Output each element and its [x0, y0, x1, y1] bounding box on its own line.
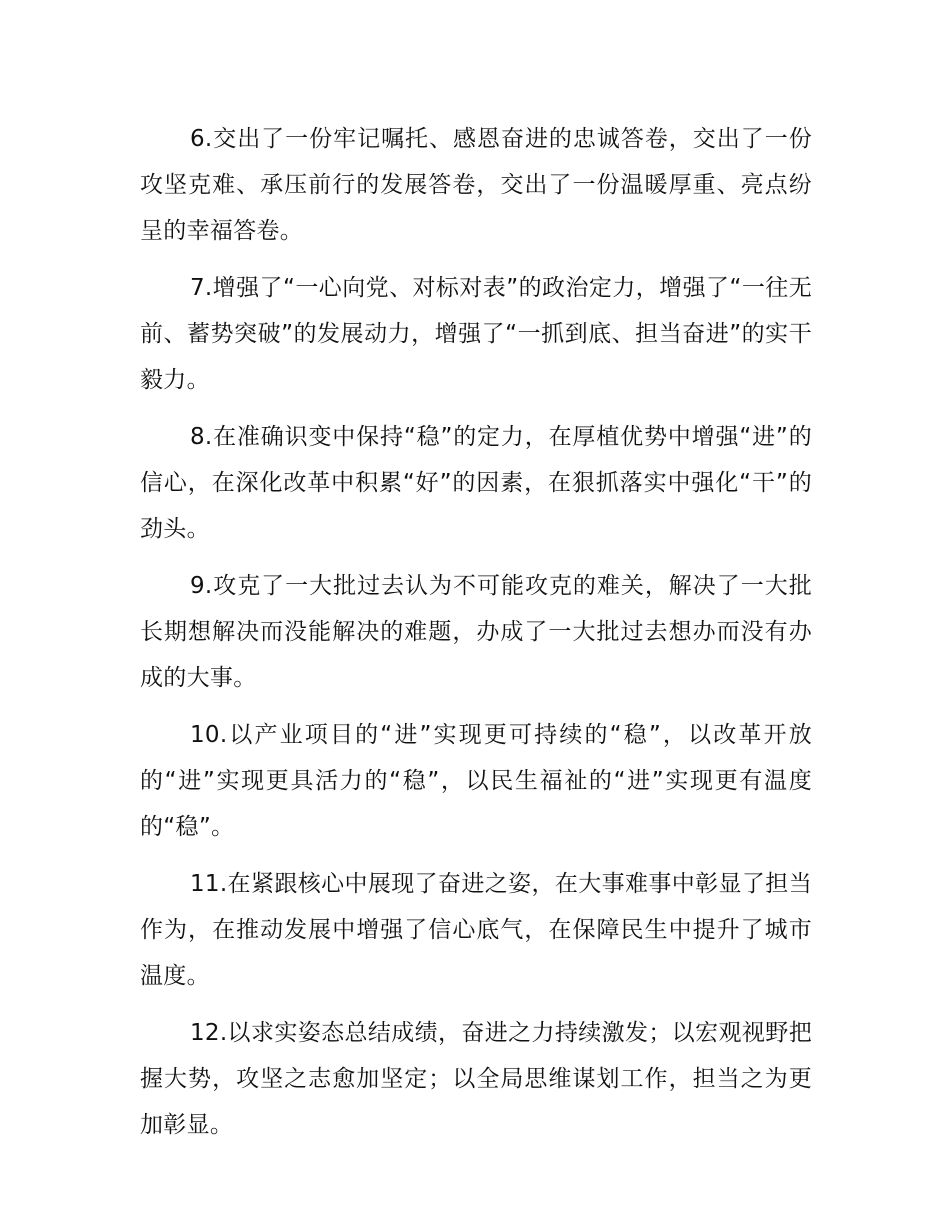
- paragraph-11: 11.在紧跟核心中展现了奋进之姿，在大事难事中彰显了担当作为，在推动发展中增强了信心底气，在保障民生中提升了城市温度。: [140, 871, 812, 989]
- paragraph-12: 12.以求实姿态总结成绩，奋进之力持续激发；以宏观视野把握大势，攻坚之志愈加坚定；以全局思维谋划工作，担当之为更加彰显。: [140, 1020, 812, 1138]
- paragraph-10: 10.以产业项目的“进”实现更可持续的“稳”，以改革开放的“进”实现更具活力的“稳”，以民生福祉的“进”实现更有温度的“稳”。: [140, 722, 812, 840]
- paragraph-9: 9.攻克了一大批过去认为不可能攻克的难关，解决了一大批长期想解决而没能解决的难题，办成了一大批过去想办而没有办成的大事。: [140, 573, 812, 691]
- paragraph-7: 7.增强了“一心向党、对标对表”的政治定力，增强了“一往无前、蓄势突破”的发展动力，增强了“一抓到底、担当奋进”的实干毅力。: [140, 275, 812, 393]
- document-body: [140, 116, 812, 1159]
- paragraph-8: 8.在准确识变中保持“稳”的定力，在厚植优势中增强“进”的信心，在深化改革中积累“好”的因素，在狠抓落实中强化“干”的劲头。: [140, 424, 812, 542]
- paragraph-6: 6.交出了一份牢记嘱托、感恩奋进的忠诚答卷，交出了一份攻坚克难、承压前行的发展答卷，交出了一份温暖厚重、亮点纷呈的幸福答卷。: [140, 126, 812, 244]
